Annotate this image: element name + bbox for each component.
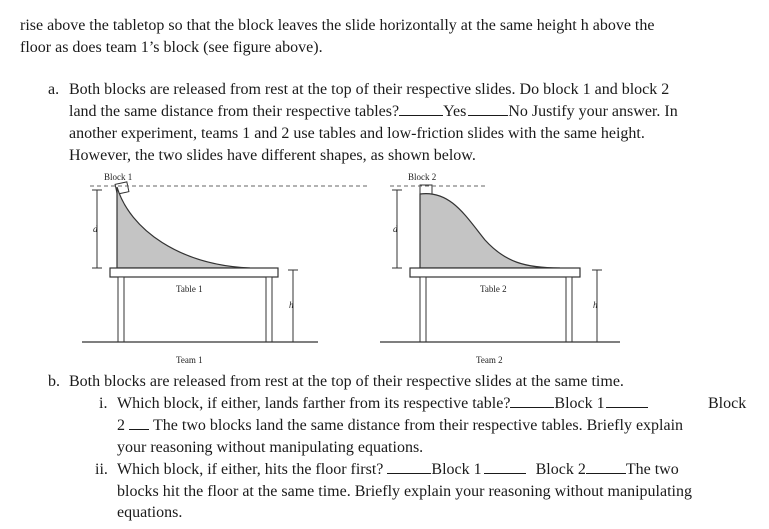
slide-2 (420, 194, 560, 268)
i-same-blank[interactable] (129, 415, 149, 430)
ii-block1-option: Block 1 (431, 461, 482, 478)
table-1-label: Table 1 (176, 284, 203, 294)
part-b-ii-line-2: blocks hit the floor at the same time. Briefly explain your reasoning without manipulating (117, 483, 692, 500)
part-a-line-3: another experiment, teams 1 and 2 use tables and low-friction slides with the same height. (69, 125, 645, 142)
part-b-ii-line-1 (117, 459, 679, 480)
table-2-leg-right (566, 277, 572, 342)
table-1-leg-right (266, 277, 272, 342)
i-block1-option: Block 1 (554, 395, 605, 412)
part-b-i-line-1 (117, 393, 648, 414)
ii-same-blank[interactable] (586, 459, 626, 474)
part-a-line-4: However, the two slides have different shapes, as shown below. (69, 147, 476, 164)
ii-block2-option: Block 2 (535, 461, 586, 478)
ii-block2-blank[interactable] (484, 459, 526, 474)
part-b-line-1: Both blocks are released from rest at the top of their respective slides at the same time. (69, 373, 624, 390)
team-1-label: Team 1 (176, 355, 203, 365)
intro-line-2: floor as does team 1’s block (see figure above). (20, 39, 323, 56)
team-2-label: Team 2 (476, 355, 503, 365)
slide-1 (117, 187, 250, 268)
yes-option: Yes (443, 103, 467, 120)
i-block2-number: 2 (117, 417, 125, 434)
table-2-leg-left (420, 277, 426, 342)
part-a-question: land the same distance from their respective tables? (69, 103, 400, 120)
ii-same-option: The two (625, 461, 679, 478)
part-a-line-1: Both blocks are released from rest at the top of their respective slides. Do block 1 and block 2 (69, 81, 670, 98)
d-label-1: d (93, 224, 98, 234)
part-b-i-marker: i. (99, 395, 108, 412)
part-a-marker: a. (48, 81, 60, 98)
d-label-2: d (393, 224, 398, 234)
table-1-top (110, 268, 278, 277)
intro-line-1: rise above the tabletop so that the block leaves the slide horizontally at the same height h above the (20, 17, 655, 34)
part-b-i-line-3: your reasoning without manipulating equations. (117, 439, 424, 456)
i-block2-blank[interactable] (606, 393, 648, 408)
table-2-label: Table 2 (480, 284, 507, 294)
h-label-1: h (289, 300, 294, 310)
part-b-i-question: Which block, if either, lands farther from its respective table? (117, 395, 511, 412)
table-2-top (410, 268, 580, 277)
part-b-ii-line-3: equations. (117, 504, 183, 521)
part-b-ii-question: Which block, if either, hits the floor first? (117, 461, 384, 478)
table-1-leg-left (118, 277, 124, 342)
no-option-text: No Justify your answer. In (508, 103, 678, 120)
h-label-2: h (593, 300, 598, 310)
i-block-word: Block (708, 395, 747, 412)
block-1-label: Block 1 (104, 172, 133, 182)
part-b-marker: b. (48, 373, 60, 390)
block-2-label: Block 2 (408, 172, 437, 182)
i-block1-blank[interactable] (510, 393, 554, 408)
ii-block1-blank[interactable] (387, 459, 431, 474)
i-same-option: The two blocks land the same distance from their respective tables. Briefly explain (153, 417, 684, 434)
part-b-ii-marker: ii. (95, 461, 108, 478)
part-b-i-line-2 (117, 415, 683, 436)
